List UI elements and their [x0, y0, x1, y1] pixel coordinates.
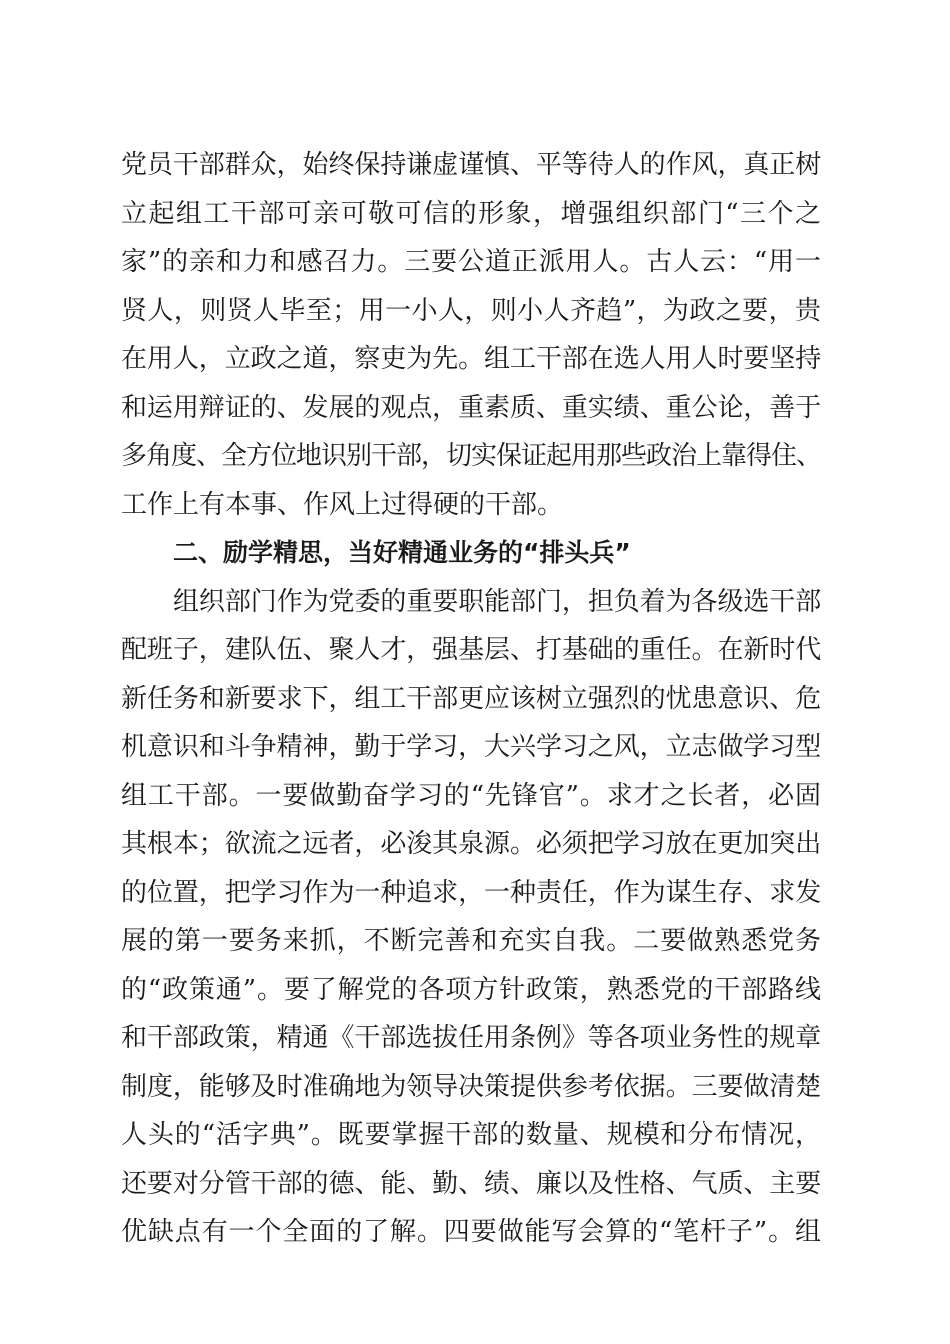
- paragraph-1-line-8: 工作上有本事、作风上过得硬的干部。: [121, 490, 564, 520]
- paragraph-1-line-3: 家”的亲和力和感召力。三要公道正派用人。古人云：“用一: [121, 247, 821, 277]
- paragraph-2-line-13: 还要对分管干部的德、能、勤、绩、廉以及性格、气质、主要: [121, 1169, 821, 1199]
- paragraph-2-line-10: 和干部政策，精通《干部选拔任用条例》等各项业务性的规章: [121, 1023, 821, 1053]
- paragraph-2-line-12: 人头的“活字典”。既要掌握干部的数量、规模和分布情况，: [121, 1120, 821, 1150]
- paragraph-1-line-7: 多角度、全方位地识别干部，切实保证起用那些政治上靠得住、: [121, 441, 822, 471]
- paragraph-2-line-14: 优缺点有一个全面的了解。四要做能写会算的“笔杆子”。组: [121, 1217, 821, 1247]
- paragraph-2-line-1: 组织部门作为党委的重要职能部门，担负着为各级选干部: [173, 587, 821, 617]
- paragraph-2-line-4: 机意识和斗争精神，勤于学习，大兴学习之风，立志做学习型: [121, 732, 821, 762]
- paragraph-2-line-6: 其根本；欲流之远者，必浚其泉源。必须把学习放在更加突出: [121, 829, 821, 859]
- paragraph-2-line-7: 的位置，把学习作为一种追求，一种责任，作为谋生存、求发: [121, 878, 821, 908]
- paragraph-1-line-1: 党员干部群众，始终保持谦虚谨慎、平等待人的作风，真正树: [121, 150, 821, 180]
- paragraph-2-line-9: 的“政策通”。要了解党的各项方针政策，熟悉党的干部路线: [121, 975, 821, 1005]
- paragraph-1-line-6: 和运用辩证的、发展的观点，重素质、重实绩、重公论，善于: [121, 393, 821, 423]
- paragraph-2-line-11: 制度，能够及时准确地为领导决策提供参考依据。三要做清楚: [121, 1072, 821, 1102]
- paragraph-1-line-5: 在用人，立政之道，察吏为先。组工干部在选人用人时要坚持: [121, 344, 821, 374]
- paragraph-1-line-4: 贤人，则贤人毕至；用一小人，则小人齐趋”，为政之要，贵: [121, 296, 821, 326]
- paragraph-1-line-2: 立起组工干部可亲可敬可信的形象，增强组织部门“三个之: [121, 199, 821, 229]
- paragraph-2-line-8: 展的第一要务来抓，不断完善和充实自我。二要做熟悉党务: [121, 926, 821, 956]
- paragraph-2-line-5: 组工干部。一要做勤奋学习的“先锋官”。求才之长者，必固: [121, 781, 821, 811]
- section-heading: 二、励学精思，当好精通业务的“排头兵”: [173, 538, 631, 567]
- paragraph-2-line-3: 新任务和新要求下，组工干部更应该树立强烈的忧患意识、危: [121, 684, 821, 714]
- paragraph-2-line-2: 配班子，建队伍、聚人才，强基层、打基础的重任。在新时代: [121, 635, 821, 665]
